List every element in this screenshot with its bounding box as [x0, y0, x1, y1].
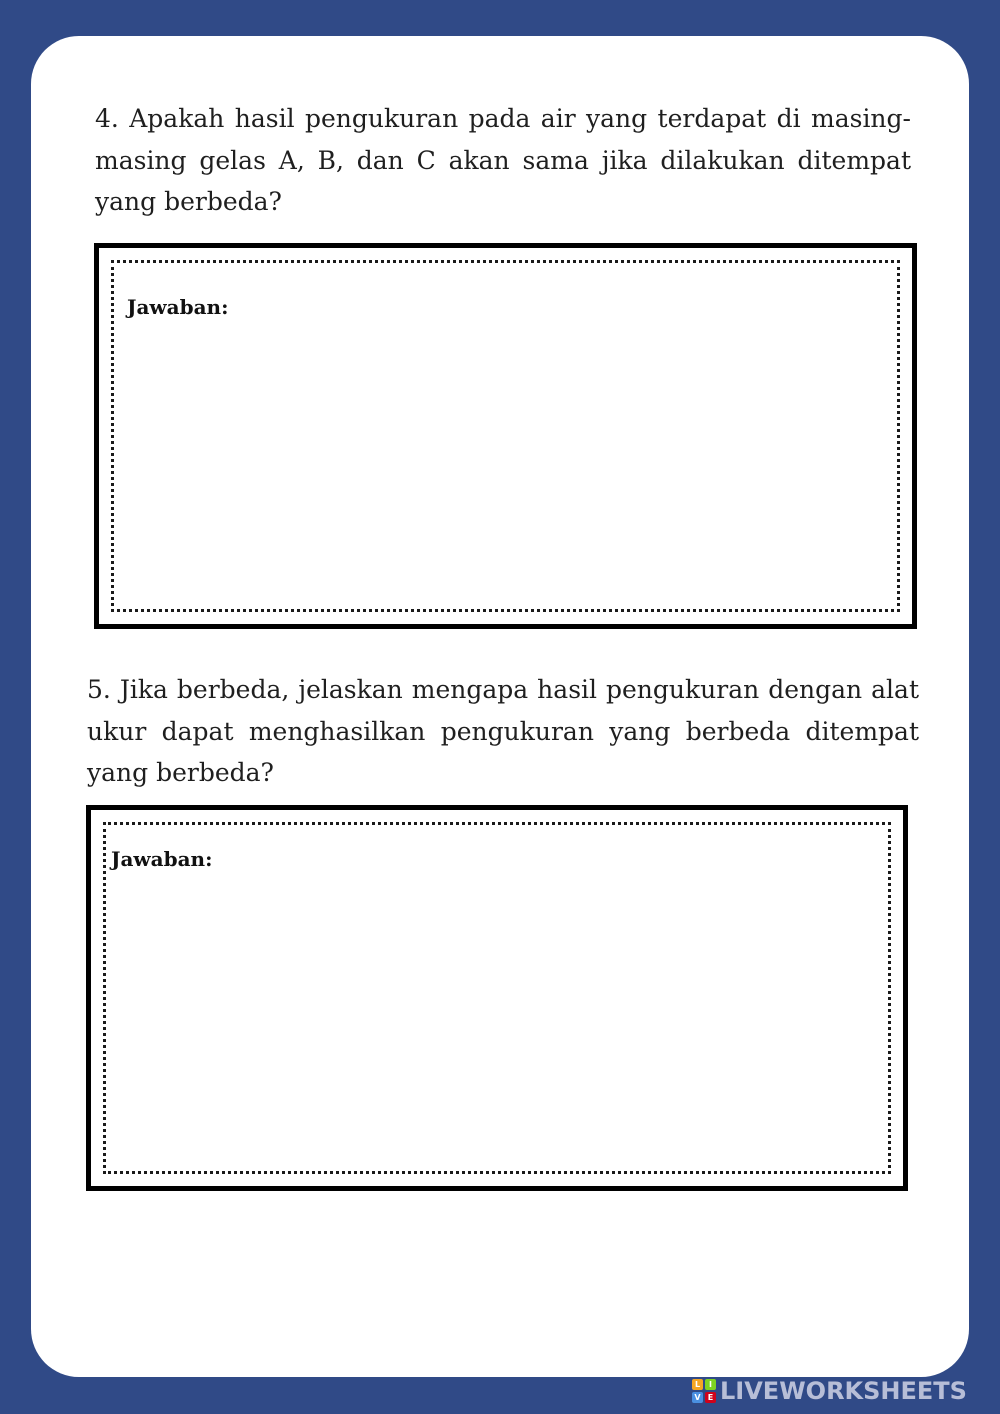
answer-box-5[interactable]	[86, 805, 908, 1191]
answer-box-5-dotted-border	[103, 822, 891, 1174]
answer-box-4[interactable]	[94, 243, 917, 629]
watermark-text: LIVEWORKSHEETS	[720, 1377, 967, 1405]
question-5-text: 5. Jika berbeda, jelaskan mengapa hasil pengukuran dengan alat ukur dapat menghasilkan pengukuran yang berbeda ditempat yang berbeda?	[87, 675, 919, 787]
answer-label-5: Jawaban:	[111, 847, 213, 871]
liveworksheets-watermark	[692, 1377, 967, 1405]
worksheet-card	[31, 36, 969, 1377]
logo-cell-v: V	[692, 1392, 703, 1403]
logo-cell-e: E	[705, 1392, 716, 1403]
logo-cell-l: L	[692, 1379, 703, 1390]
question-4-text: 4. Apakah hasil pengukuran pada air yang terdapat di masing-masing gelas A, B, dan C akan sama jika dilakukan ditempat yang berbeda?	[95, 104, 911, 216]
answer-label-4: Jawaban:	[127, 295, 229, 319]
logo-cell-i: I	[705, 1379, 716, 1390]
liveworksheets-logo-icon	[692, 1379, 716, 1403]
answer-box-4-dotted-border	[111, 260, 900, 612]
